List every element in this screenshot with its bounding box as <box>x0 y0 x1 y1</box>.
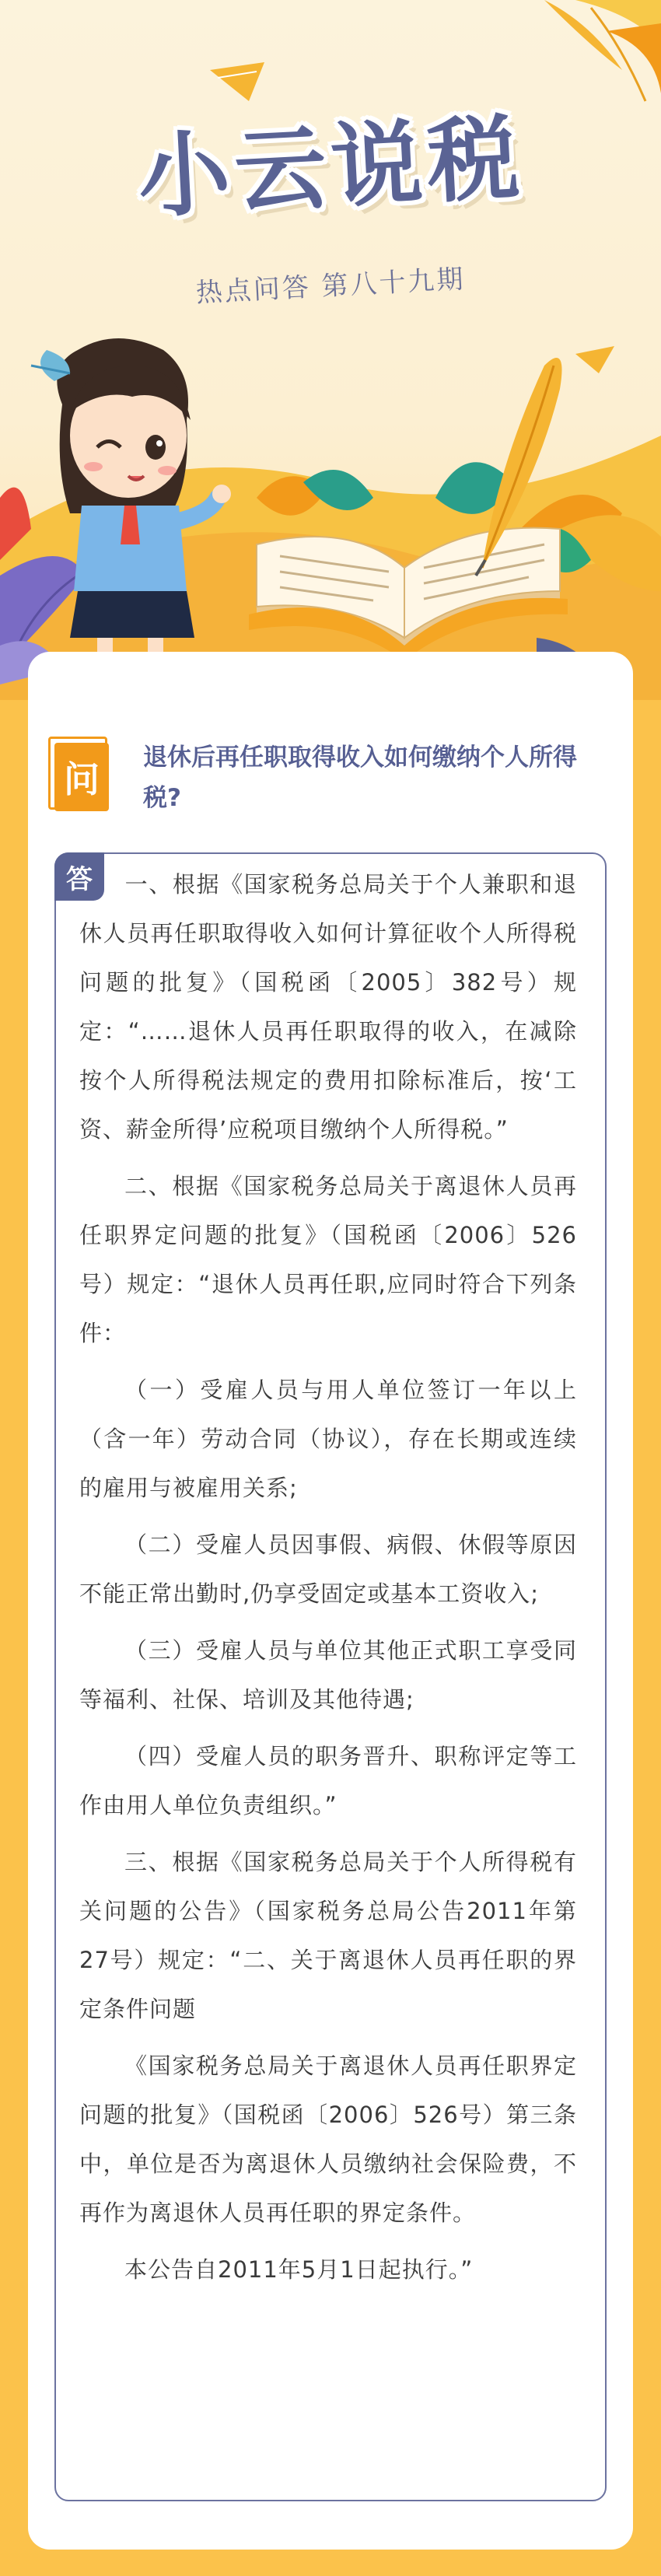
answer-paragraph: （四）受雇人员的职务晋升、职称评定等工作由用人单位负责组织。” <box>79 1743 577 1818</box>
answer-paragraph: （二）受雇人员因事假、病假、休假等原因不能正常出勤时,仍享受固定或基本工资收入; <box>79 1531 577 1607</box>
question-badge <box>54 743 109 811</box>
answer-paragraph: 二、根据《国家税务总局关于离退休人员再任职界定问题的批复》（国税函〔2006〕526号）规定：“退休人员再任职,应同时符合下列条件： <box>79 1173 577 1346</box>
leaf-cluster-top-right-icon <box>544 0 661 101</box>
issue-subtitle: 热点问答 第八十九期 <box>194 263 467 310</box>
page-title: 小云说税 <box>135 103 526 231</box>
answer-paragraph: （一）受雇人员与用人单位签订一年以上（含一年）劳动合同（协议），存在长期或连续的雇用与被雇用关系; <box>79 1377 577 1501</box>
answer-body <box>79 860 577 2302</box>
paper-flyer-small-icon <box>575 346 614 373</box>
title-group <box>0 93 661 231</box>
answer-paragraph: 一、根据《国家税务总局关于个人兼职和退休人员再任职取得收入如何计算征收个人所得税问题的批复》（国税函〔2005〕382号）规定：“……退休人员再任职取得的收入，在减除按个人所得税法规定的费用扣除标准后，按‘工资、薪金所得’应税项目缴纳个人所得税。” <box>79 871 577 1143</box>
answer-paragraph: （三）受雇人员与单位其他正式职工享受同等福利、社保、培训及其他待遇; <box>79 1637 577 1713</box>
answer-badge-label: 答 <box>66 863 93 895</box>
answer-paragraph: 本公告自2011年5月1日起执行。” <box>124 2256 474 2283</box>
question-badge-label: 问 <box>64 758 100 800</box>
question-text: 退休后再任职取得收入如何缴纳个人所得税? <box>143 744 577 812</box>
hero-banner <box>0 0 661 700</box>
answer-paragraph: 《国家税务总局关于离退休人员再任职界定问题的批复》（国税函〔2006〕526号）第三条中，单位是否为离退休人员缴纳社会保险费，不再作为离退休人员再任职的界定条件。 <box>79 2053 577 2226</box>
answer-paragraph: 三、根据《国家税务总局关于个人所得税有关问题的公告》（国家税务总局公告2011年第27号）规定：“二、关于离退休人员再任职的界定条件问题 <box>79 1849 577 2022</box>
